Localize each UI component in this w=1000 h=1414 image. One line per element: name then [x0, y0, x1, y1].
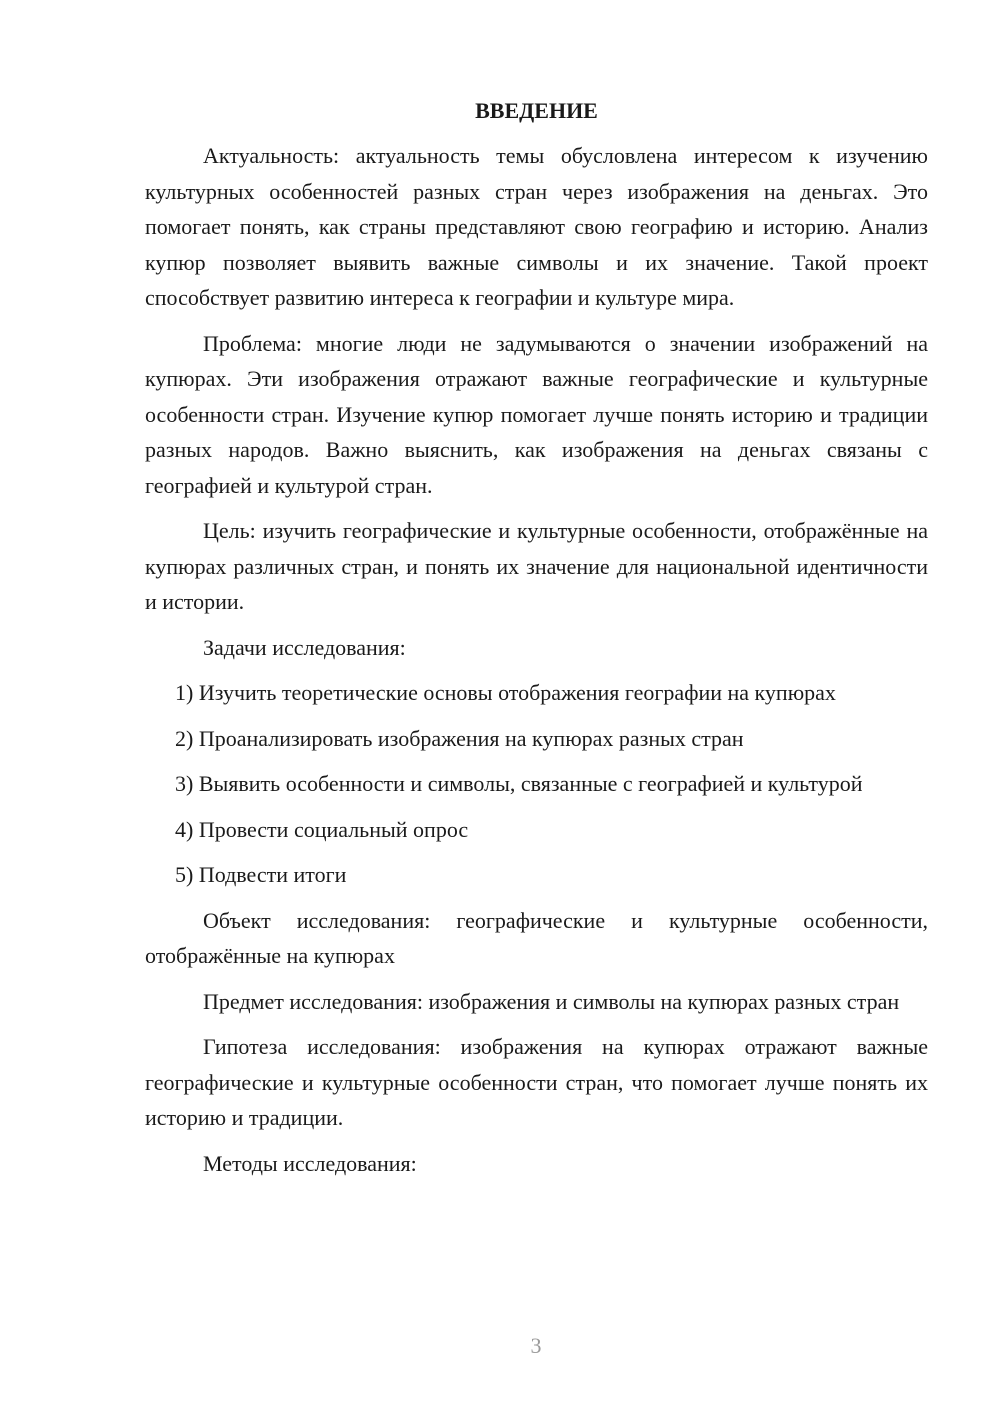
goal-paragraph: Цель: изучить географические и культурные особенности, отображённые на купюрах различных стран, и понять их значение для национальной идентичности и истории.	[145, 518, 928, 614]
task-item-4: 4) Провести социальный опрос	[175, 816, 469, 842]
hypothesis-paragraph: Гипотеза исследования: изображения на купюрах отражают важные географические и культурные особенности стран, что помогает лучше понять их историю и традиции.	[145, 1034, 928, 1130]
section-title: ВВЕДЕНИЕ	[475, 98, 598, 123]
page-number: 3	[530, 1333, 542, 1358]
task-item-5: 5) Подвести итоги	[175, 862, 347, 887]
tasks-heading: Задачи исследования:	[203, 634, 406, 660]
document-page	[145, 96, 928, 1191]
task-item-2: 2) Проанализировать изображения на купюрах разных стран	[175, 725, 744, 751]
relevance-paragraph: Актуальность: актуальность темы обусловлена интересом к изучению культурных особенностей разных стран через изображения на деньгах. Это помогает понять, как страны представляют свою географию и историю. Анализ купюр позволяет выявить важные символы и их значение. Такой проект способствует развитию интереса к географии и культуре мира.	[145, 143, 928, 310]
problem-paragraph: Проблема: многие люди не задумываются о значении изображений на купюрах. Эти изображения отражают важные географические и культурные особенности стран. Изучение купюр помогает лучше понять историю и традиции разных народов. Важно выяснить, как изображения на деньгах связаны с географией и культурой стран.	[145, 330, 928, 498]
object-paragraph: Объект исследования: географические и культурные особенности, отображённые на купюрах	[145, 907, 928, 968]
task-item-1: 1) Изучить теоретические основы отображения географии на купюрах	[175, 680, 836, 705]
subject-paragraph: Предмет исследования: изображения и символы на купюрах разных стран	[203, 988, 900, 1014]
methods-heading: Методы исследования:	[203, 1150, 417, 1176]
task-item-3: 3) Выявить особенности и символы, связанные с географией и культурой	[175, 771, 863, 796]
